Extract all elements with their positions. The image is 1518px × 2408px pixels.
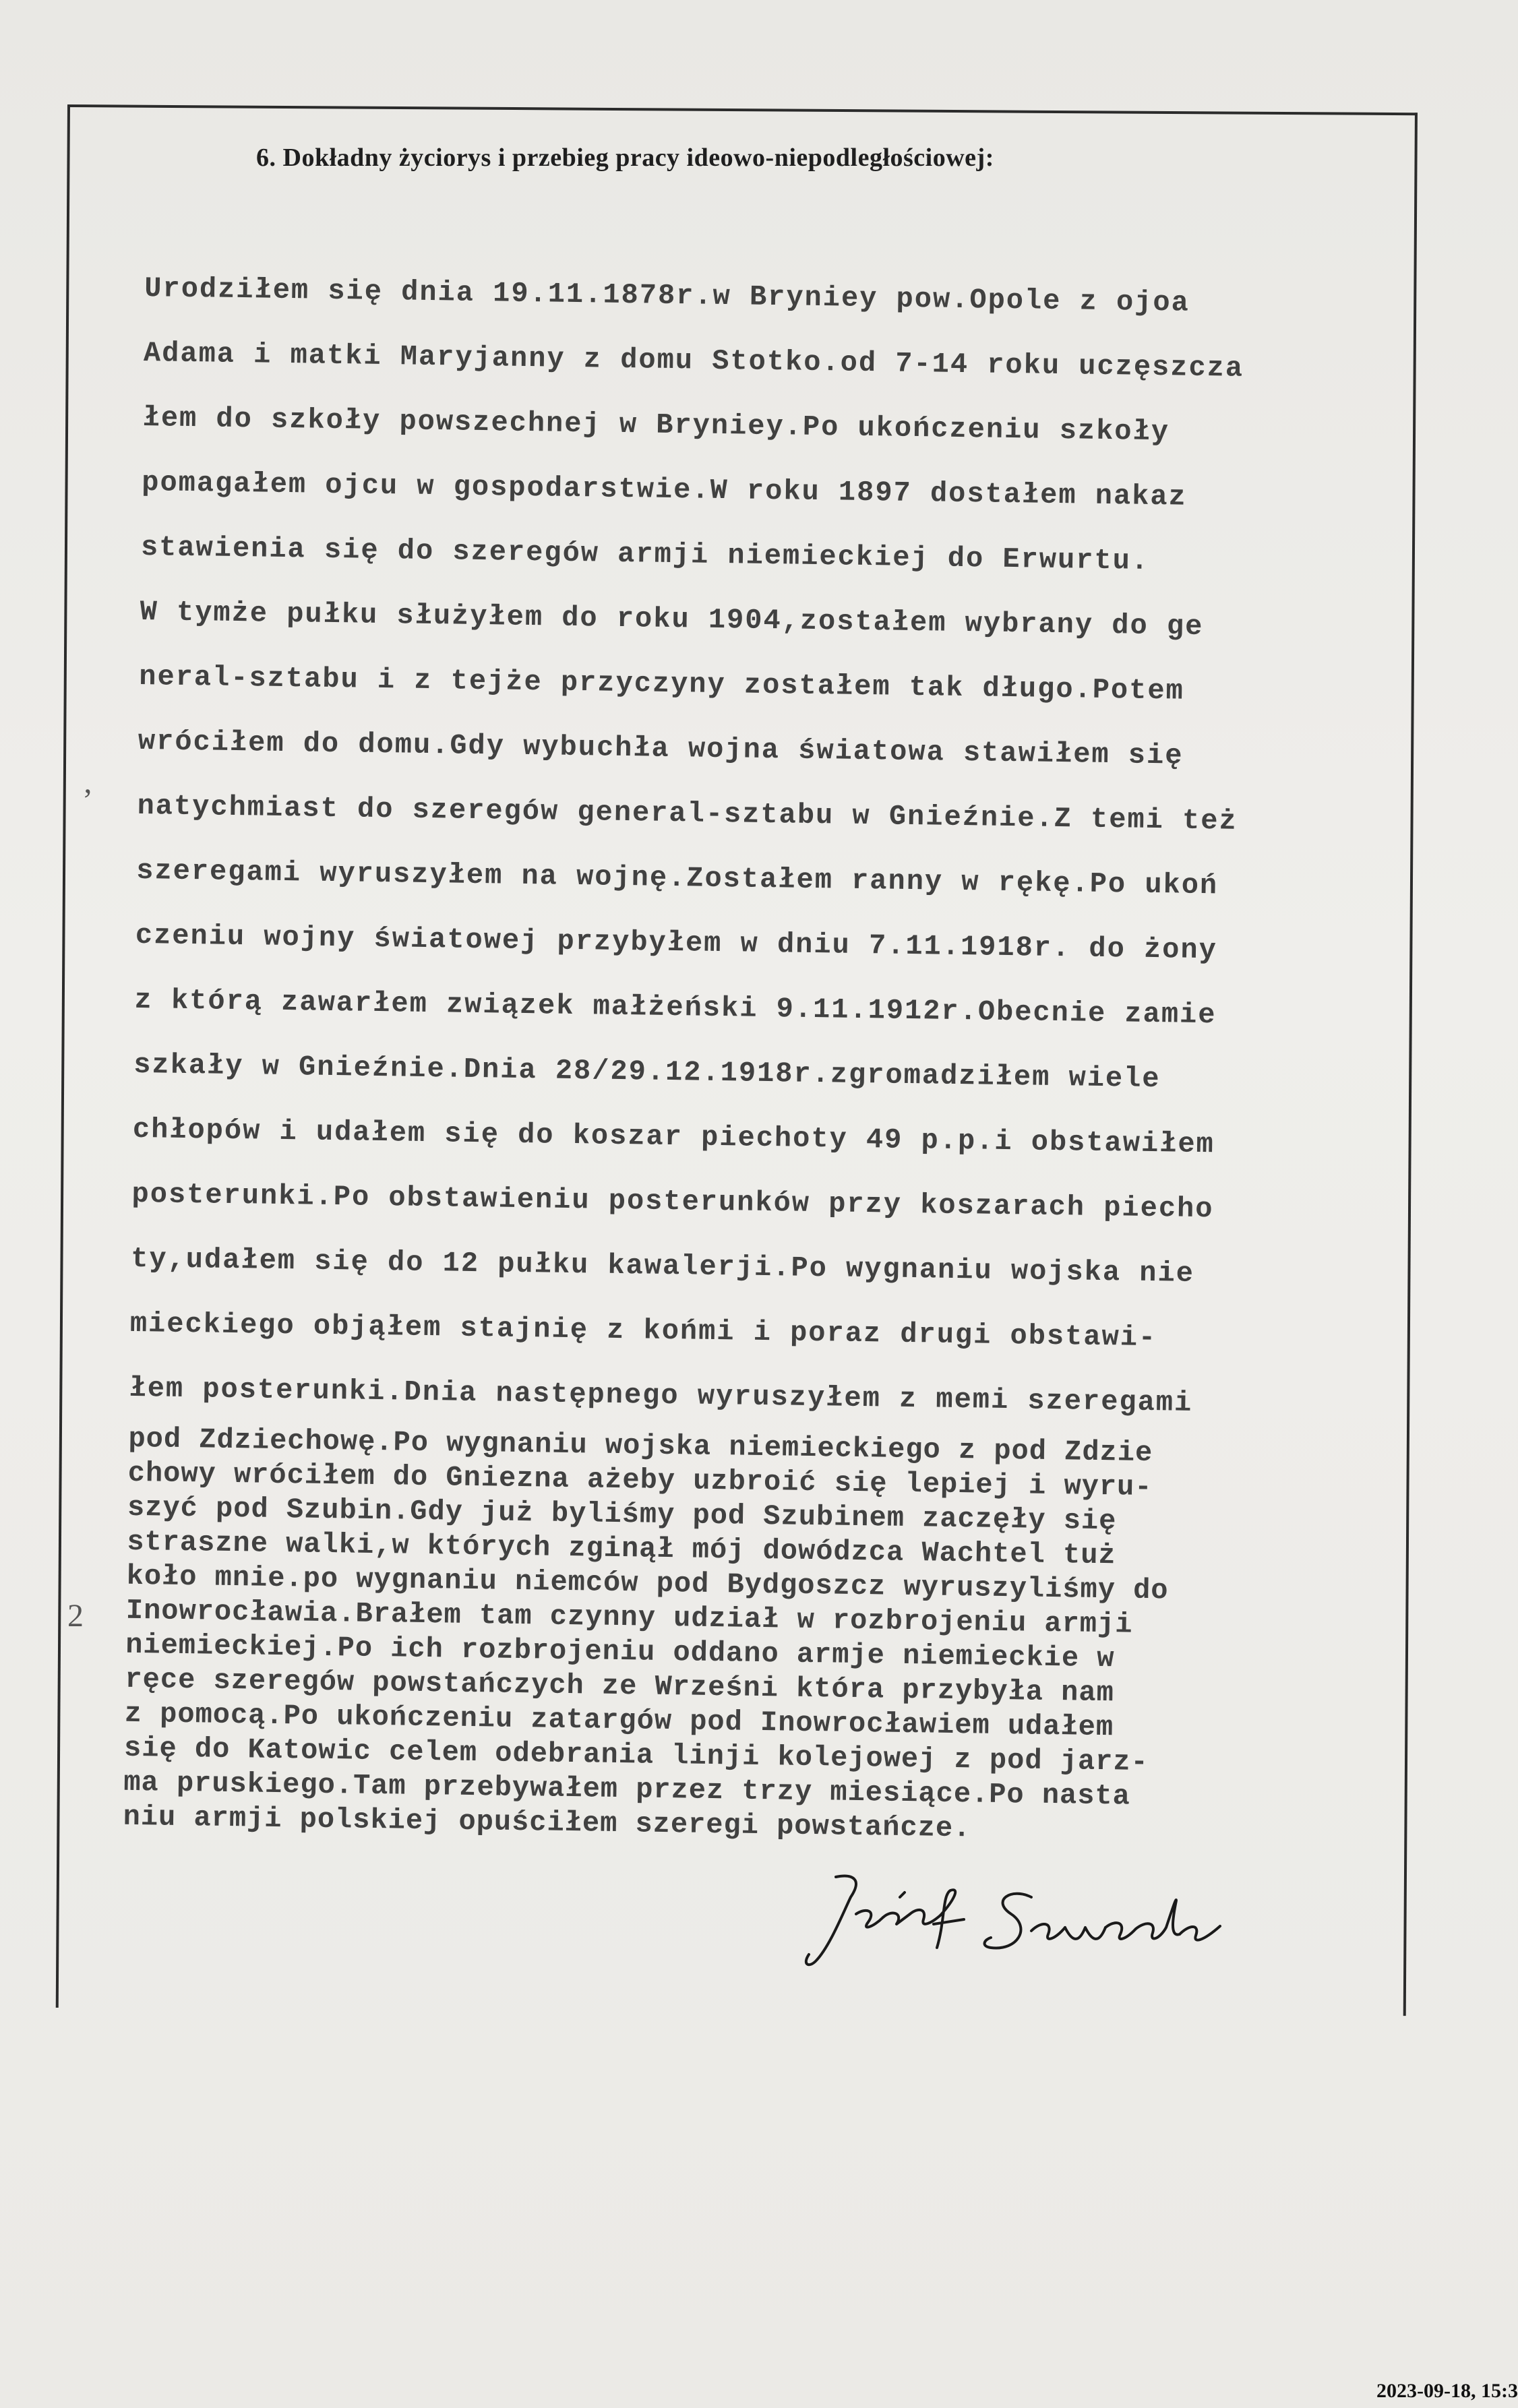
- body-line: łem posterunki.Dnia następnego wyruszyłem z memi szeregami: [129, 1371, 1193, 1419]
- body-line: neral-sztabu i z tejże przyczyny zostałem tak długo.Potem: [138, 660, 1185, 708]
- body-line: wróciłem do domu.Gdy wybuchła wojna światowa stawiłem się: [138, 724, 1184, 772]
- body-line: chowy wróciłem do Gniezna ażeby uzbroić się lepiej i wyru-: [127, 1456, 1153, 1504]
- margin-pencil-mark: 2: [67, 1598, 84, 1634]
- body-line: czeniu wojny światowej przybyłem w dniu 7.11.1918r. do żony: [135, 919, 1218, 967]
- body-line: się do Katowic celem odebrania linji kolejowej z pod jarz-: [123, 1731, 1149, 1779]
- body-line: chłopów i udałem się do koszar piechoty 49 p.p.i obstawiłem: [132, 1113, 1215, 1161]
- body-line: szeregami wyruszyłem na wojnę.Zostałem ranny w rękę.Po ukoń: [135, 854, 1219, 902]
- body-line: mieckiego objąłem stajnię z końmi i poraz drugi obstawi-: [129, 1307, 1157, 1355]
- body-line: W tymże pułku służyłem do roku 1904,zostałem wybrany do ge: [140, 595, 1204, 643]
- body-line: niu armji polskiej opuściłem szeregi powstańcze.: [123, 1800, 971, 1845]
- body-line: stawienia się do szeregów armji niemieckiej do Erwurtu.: [140, 530, 1150, 578]
- body-line: z którą zawarłem związek małżeński 9.11.1912r.Obecnie zamie: [134, 983, 1217, 1032]
- body-line: łem do szkoły powszechnej w Bryniey.Po ukończeniu szkoły: [142, 401, 1170, 449]
- typed-body: [123, 256, 1459, 1853]
- margin-tick-mark: ’: [82, 782, 93, 818]
- body-line: z pomocą.Po ukończeniu zatargów pod Inowrocławiem udałem: [124, 1697, 1114, 1744]
- photo-timestamp: 2023-09-18, 15:3: [1376, 2380, 1518, 2402]
- body-line: pod Zdziechowę.Po wygnaniu wojska niemieckiego z pod Zdzie: [128, 1422, 1153, 1470]
- body-line: koło mnie.po wygnaniu niemców pod Bydgoszcz wyruszyliśmy do: [126, 1560, 1169, 1607]
- body-line: Adama i matki Maryjanny z domu Stotko.od 7-14 roku uczęszcza: [143, 336, 1244, 385]
- body-line: posterunki.Po obstawieniu posterunków przy koszarach piecho: [131, 1177, 1214, 1226]
- body-line: niemieckiej.Po ich rozbrojeniu oddano armje niemieckie w: [125, 1628, 1115, 1675]
- section-heading: 6. Dokładny życiorys i przebieg pracy ideowo-niepodległościowej:: [256, 144, 994, 172]
- body-line: straszne walki,w których zginął mój dowódzca Wachtel tuż: [127, 1525, 1116, 1572]
- body-line: pomagałem ojcu w gospodarstwie.W roku 1897 dostałem nakaz: [141, 466, 1188, 514]
- handwritten-signature: [789, 1860, 1247, 1981]
- dense-paragraph: [123, 1422, 1443, 1853]
- body-line: ty,udałem się do 12 pułku kawalerji.Po wygnaniu wojska nie: [130, 1242, 1195, 1290]
- body-line: ma pruskiego.Tam przebywałem przez trzy miesiące.Po nasta: [123, 1766, 1131, 1813]
- body-line: Urodziłem się dnia 19.11.1878r.w Bryniey pow.Opole z ojoa: [144, 272, 1190, 319]
- body-line: Inowrocławia.Brałem tam czynny udział w rozbrojeniu armji: [125, 1594, 1133, 1641]
- body-line: natychmiast do szeregów general-sztabu w Gnieźnie.Z temi też: [137, 789, 1238, 838]
- body-line: ręce szeregów powstańczych ze Wrześni która przybyła nam: [125, 1663, 1115, 1710]
- body-line: szyć pod Szubin.Gdy już byliśmy pod Szubinem zaczęły się: [127, 1491, 1117, 1538]
- body-line: szkały w Gnieźnie.Dnia 28/29.12.1918r.zgromadziłem wiele: [133, 1048, 1161, 1096]
